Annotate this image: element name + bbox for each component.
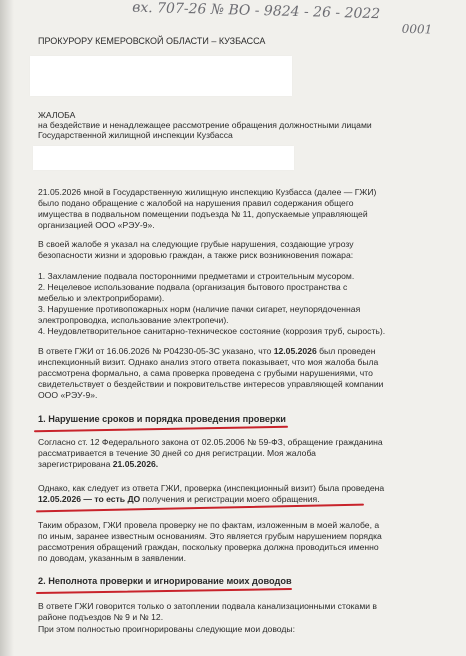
answer-line-5: ООО «РЭУ-9». <box>38 390 98 400</box>
section-2-heading-underline <box>36 588 292 594</box>
intro-line-3: имущества в подвальном помещении подъезда № 11, допускаемые управляющей <box>38 209 368 219</box>
intro-line-1: 21.05.2026 мной в Государственную жилищную инспекцию Кузбасса (далее — ГЖИ) <box>38 187 377 197</box>
violations-intro-line-1: В своей жалобе я указал на следующие грубые нарушения, создающие угрозу <box>38 239 354 249</box>
page-edge-shadow <box>0 0 14 656</box>
section-1-heading: 1. Нарушение сроков и порядка проведения проверки <box>38 414 286 424</box>
section-2-p1-line-1: В ответе ГЖИ говорится только о затоплении подвала канализационными стоками в <box>38 601 377 611</box>
violations-intro-line-2: безопасности жизни и здоровью граждан, а также риск возникновения пожара: <box>38 250 354 260</box>
inspection-date-bold: 12.05.2026 — то есть <box>38 494 128 504</box>
registration-number: вх. 707-26 № ВО - 9824 - 26 - 2022 <box>131 0 381 23</box>
section-1-p3-line-3: рассмотрения обращений граждан, поскольку проверка должна проводиться именно <box>38 542 379 552</box>
violation-item-4: 4. Неудовлетворительное санитарно-техническое состояние (коррозия труб, сырость). <box>38 326 386 336</box>
section-1-p3-line-4: по доводам, указанным в заявлении. <box>38 553 186 563</box>
section-1-p1-line-3-a: зарегистрирована <box>38 459 113 469</box>
before-word-bold: ДО <box>127 494 141 504</box>
violation-item-2: 2. Нецелевое использование подвала (организация бытового пространства с <box>38 282 348 292</box>
answer-line-4: свидетельствует о бездействии и покровительстве интересов управляющей компании <box>38 379 384 389</box>
registration-suffix: 0001 <box>401 21 433 37</box>
intro-line-2: было подано обращение с жалобой на нарушения правил содержания общего <box>38 198 354 208</box>
complaint-subtitle-line-1: на бездействие и ненадлежащее рассмотрение обращения должностными лицами <box>38 120 372 130</box>
violation-item-2-cont: мебелью и электроприборами). <box>38 293 165 303</box>
answer-line-1 <box>38 346 375 356</box>
complaint-title: ЖАЛОБА <box>38 110 76 120</box>
section-2-heading: 2. Неполнота проверки и игнорирование моих доводов <box>38 576 292 586</box>
redacted-sender-block <box>30 56 292 96</box>
answer-line-1-c: был проведен <box>316 346 376 356</box>
redacted-personal-data <box>33 146 294 170</box>
answer-date-bold: 12.05.2026 <box>273 346 317 356</box>
complaint-subtitle-line-2: Государственной жилищной инспекции Кузбасса <box>38 130 233 140</box>
section-2-p1-line-2: районе подъездов № 9 и № 12. <box>38 612 164 622</box>
violation-item-1: 1. Захламление подвала посторонними предметами и строительным мусором. <box>38 271 355 281</box>
section-1-p3-line-2: по иным, заранее известным основаниям. Это является грубым нарушением порядка <box>38 531 382 541</box>
section-1-p1-line-1: Согласно ст. 12 Федерального закона от 02.05.2006 № 59-ФЗ, обращение гражданина <box>38 437 383 447</box>
section-1-heading-underline <box>34 426 288 432</box>
section-2-p2-line-1: При этом полностью проигнорированы следующие мои доводы: <box>38 624 295 634</box>
section-1-p3-line-1: Таким образом, ГЖИ провела проверку не по фактам, изложенным в моей жалобе, а <box>38 520 380 530</box>
addressee: ПРОКУРОРУ КЕМЕРОВСКОЙ ОБЛАСТИ – КУЗБАССА <box>38 36 266 46</box>
violation-item-3: 3. Нарушение противопожарных норм (наличие пачки сигарет, неупорядоченная <box>38 304 361 314</box>
section-1-p2-line-2 <box>38 494 320 504</box>
intro-line-4: организацией ООО «РЭУ-9». <box>38 220 155 230</box>
section-1-p2-line-1: Однако, как следует из ответа ГЖИ, проверка (инспекционный визит) была проведена <box>38 483 385 493</box>
handwritten-registration-stamp <box>132 0 463 36</box>
section-1-p2-line-2-c: получения и регистрации моего обращения. <box>140 494 320 504</box>
answer-line-2: инспекционный визит. Однако анализ этого ответа показывает, что моя жалоба была <box>38 357 379 367</box>
section-1-p1-line-3 <box>38 459 158 469</box>
registration-date-bold: 21.05.2026. <box>112 459 159 469</box>
answer-line-3: рассмотрена формально, а сама проверка проведена с грубыми нарушениями, что <box>38 368 373 378</box>
violation-item-3-cont: электропроводка, использование электропечи). <box>38 315 229 325</box>
answer-line-1-a: В ответе ГЖИ от 16.06.2026 № Р04230-05-ЗС указано, что <box>38 346 274 356</box>
section-1-p1-line-2: рассматривается в течение 30 дней со дня регистрации. Моя жалоба <box>38 448 316 458</box>
section-1-p2-underline <box>36 504 364 513</box>
